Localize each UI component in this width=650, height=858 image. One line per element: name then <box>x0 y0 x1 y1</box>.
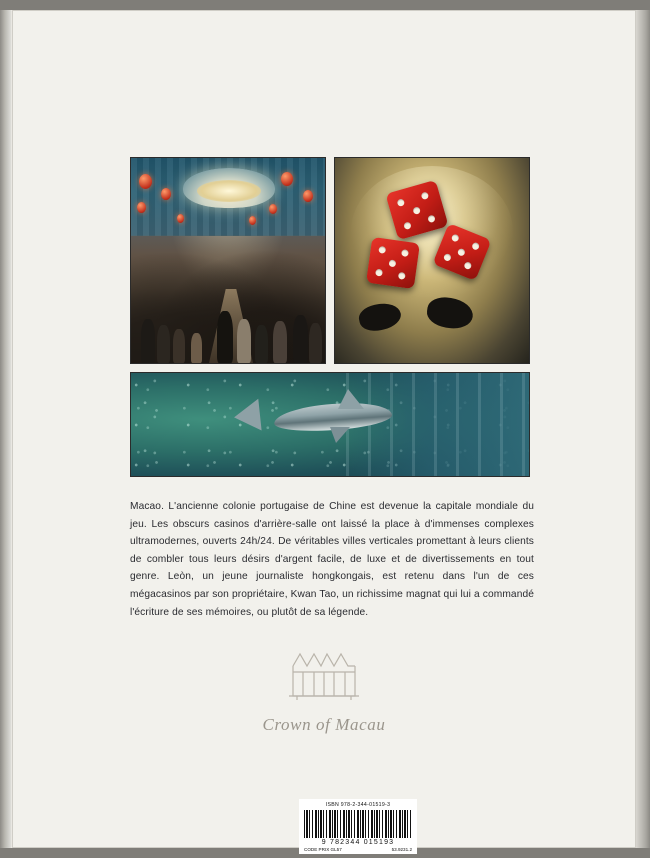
barcode-block <box>299 799 417 854</box>
die-icon <box>366 237 420 289</box>
isbn-digits: 9 782344 015193 <box>321 839 395 846</box>
crowd-figure <box>173 329 185 363</box>
lantern-icon <box>139 174 152 189</box>
casino-crowd <box>131 235 325 363</box>
book-right-edge <box>636 10 650 848</box>
lantern-icon <box>177 214 184 223</box>
lantern-icon <box>161 188 171 200</box>
panel-casino-interior <box>130 157 326 364</box>
aquarium-pillars <box>346 373 529 476</box>
crowd-figure <box>191 333 202 363</box>
shark-dorsal-fin <box>338 389 364 409</box>
crowd-figure <box>217 311 233 363</box>
panel-row-top <box>130 157 530 364</box>
barcode-bars <box>304 810 412 838</box>
crowd-figure <box>255 325 268 363</box>
crown-icon <box>287 646 361 702</box>
price-code: CODE PRIX GL57 <box>304 847 342 852</box>
crowd-figure <box>293 315 308 363</box>
casino-dome-glow <box>197 180 261 202</box>
cover-surface <box>12 10 636 852</box>
series-logo-text: Crown of Macau <box>262 715 386 734</box>
panel-red-dice <box>334 157 530 364</box>
comic-panel-group <box>130 157 530 477</box>
lantern-icon <box>249 216 256 225</box>
isbn-label: ISBN 978-2-344-01519-3 <box>325 802 391 808</box>
price-code-line <box>303 847 413 852</box>
shark-tail <box>233 398 262 433</box>
panel-shark-aquarium <box>130 372 530 477</box>
crowd-figure <box>309 323 322 363</box>
shark-pectoral-fin <box>330 427 350 443</box>
lantern-icon <box>269 204 277 214</box>
lantern-icon <box>137 202 146 213</box>
crowd-figure <box>157 325 170 363</box>
crowd-figure <box>273 321 287 363</box>
series-logo <box>12 646 636 735</box>
lantern-icon <box>303 190 313 202</box>
book-spine-edge <box>0 10 11 848</box>
crowd-figure <box>141 319 155 363</box>
page-top-edge <box>0 0 650 10</box>
lantern-icon <box>281 172 293 186</box>
crowd-figure <box>237 319 251 363</box>
product-ref: 53.9231.2 <box>391 847 412 852</box>
back-cover-blurb: Macao. L'ancienne colonie portugaise de Chine est devenue la capitale mondiale du jeu. Les obscurs casinos d'arrière-salle ont laissé la place à d'immenses complexes ultramodernes, ouverts 24h/24. De véritables villes verticales promettant à leurs clients de combler tous leurs désirs d'argent facile, de luxe et de divertissements en tout genre. Leòn, un jeune journaliste hongkongais, est retenu dans l'un de ces mégacasinos par son propriétaire, Kwan Tao, un richissime magnat qui lui a commandé l'écriture de ses mémoires, ou plutôt de sa légende. <box>130 501 534 618</box>
